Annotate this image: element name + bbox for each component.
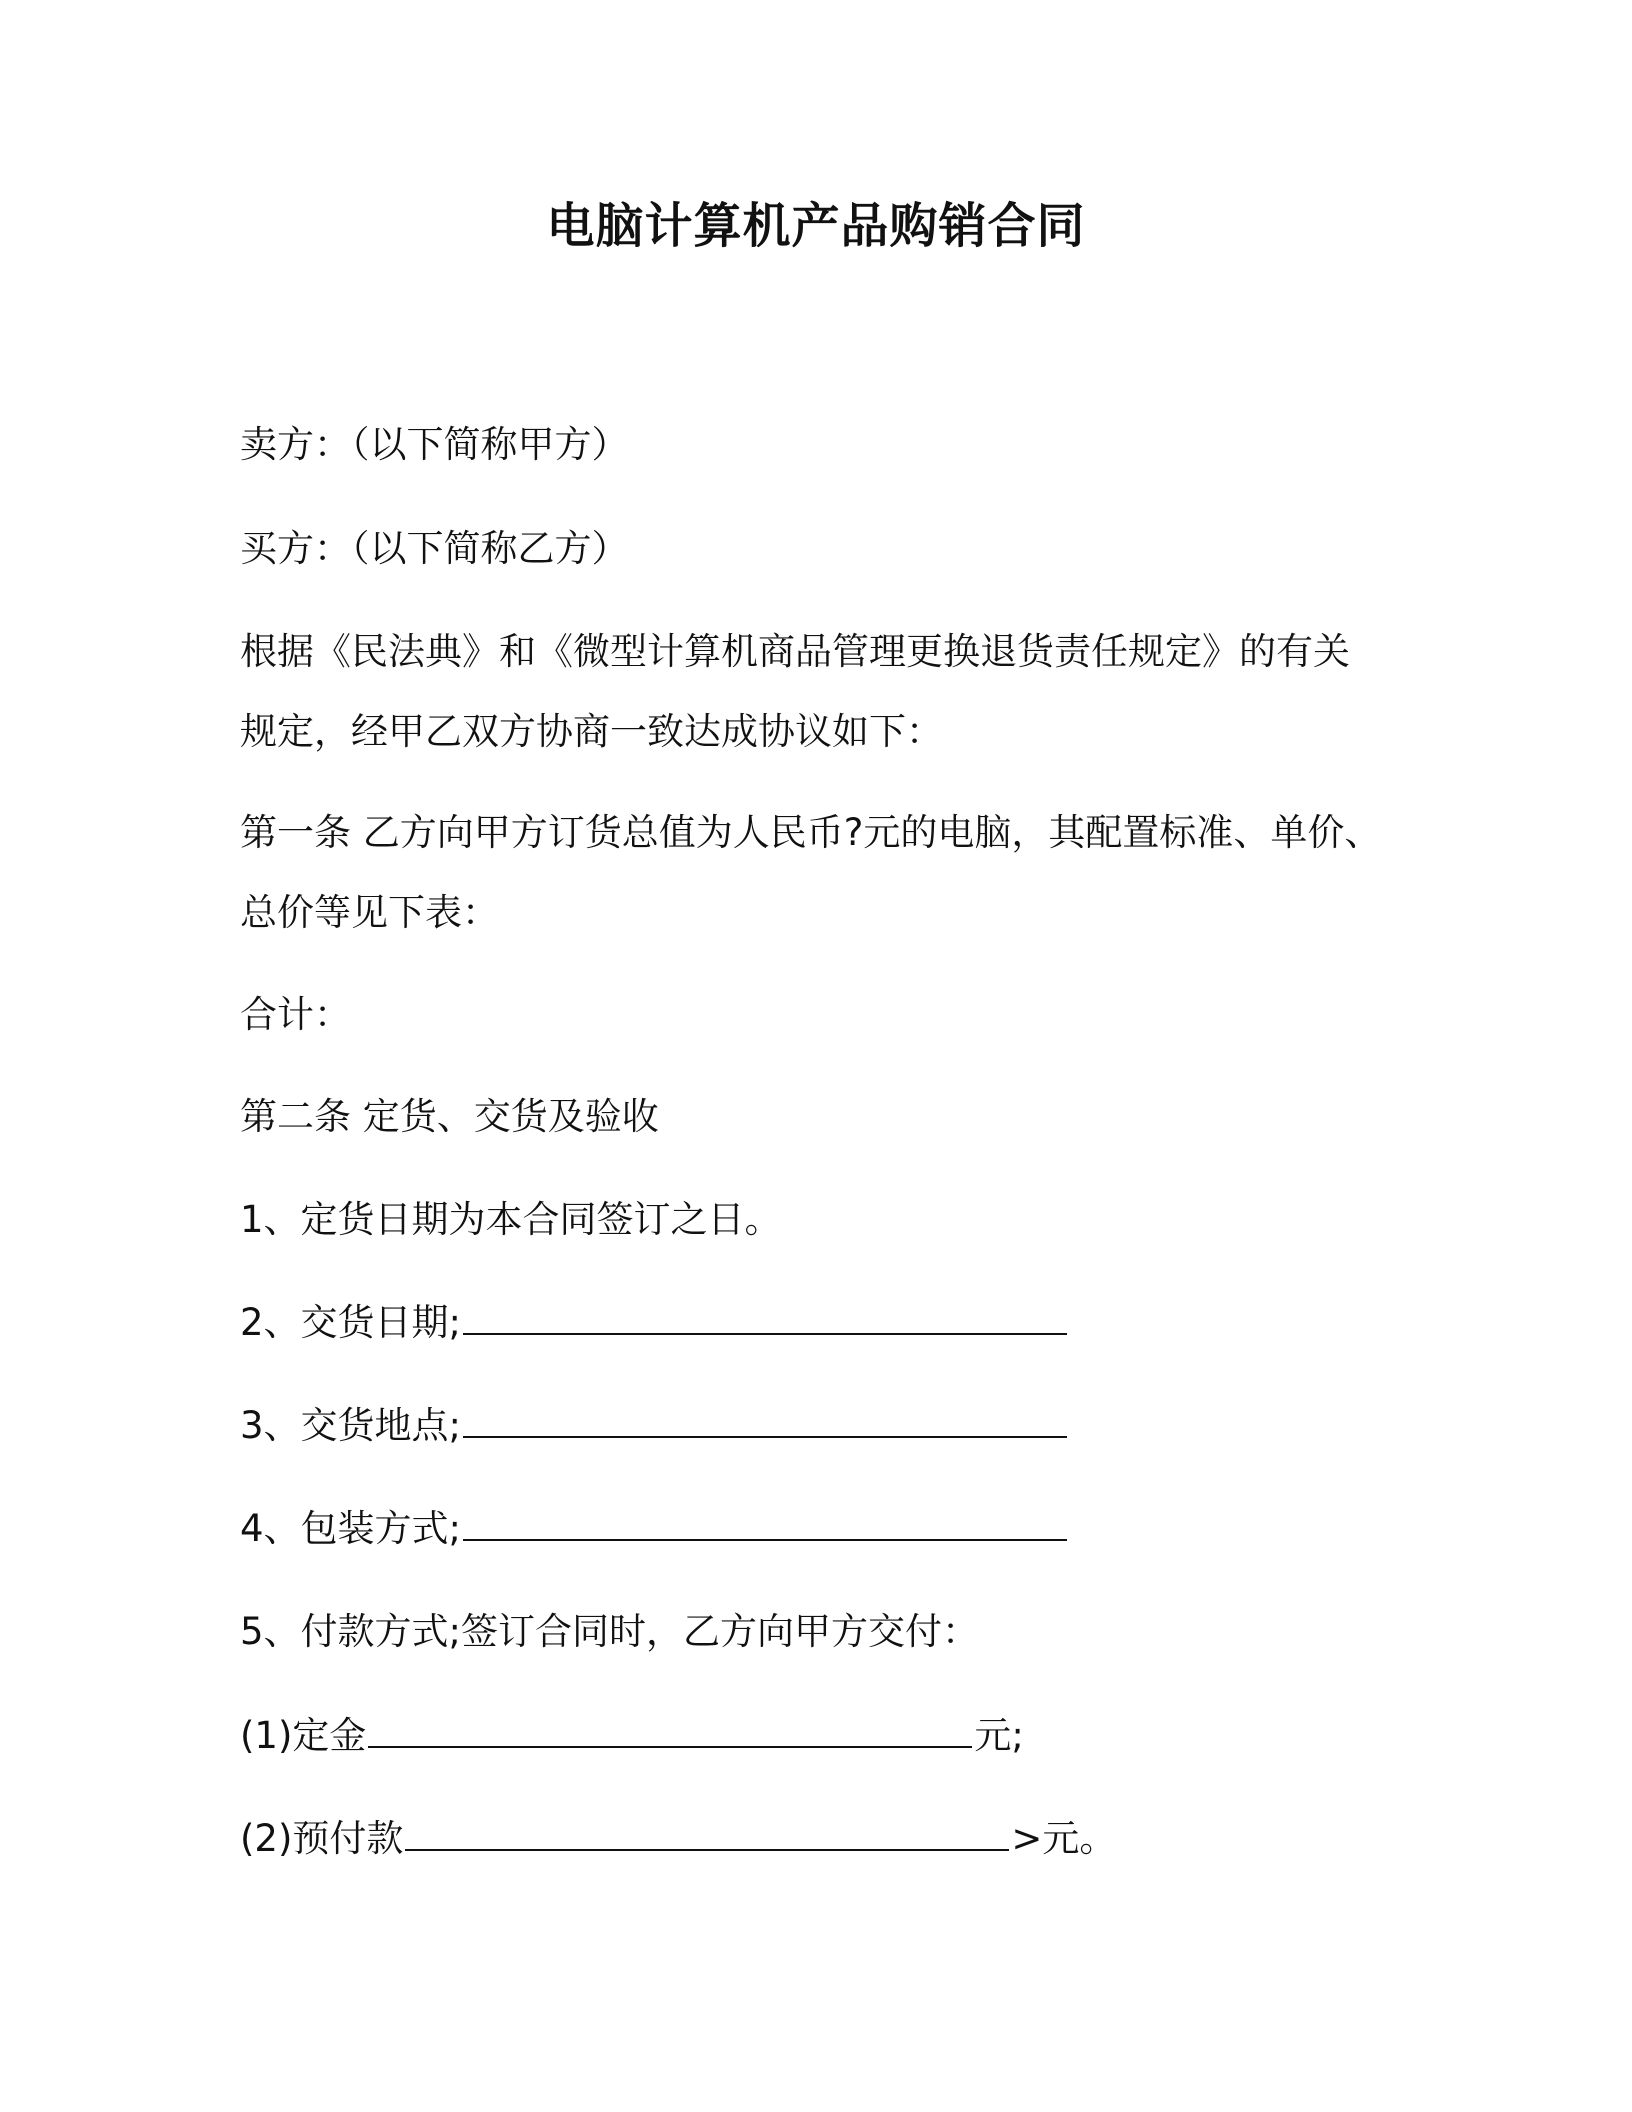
article-2-heading: 第二条 定货、交货及验收 — [240, 1095, 659, 1138]
deposit-label: (1)定金 — [240, 1714, 367, 1757]
page-title: 电脑计算机产品购销合同 — [546, 198, 1086, 254]
deposit-line — [240, 1696, 1390, 1776]
packaging-blank — [463, 1499, 1067, 1541]
clause-4-label: 4、包装方式; — [240, 1507, 462, 1550]
seller-line: 卖方：（以下简称甲方） — [240, 423, 629, 466]
delivery-date-blank — [463, 1293, 1067, 1335]
intro-line-1: 根据《民法典》和《微型计算机商品管理更换退货责任规定》的有关 — [240, 630, 1350, 673]
clause-4 — [240, 1489, 1390, 1569]
buyer-line: 买方：（以下简称乙方） — [240, 527, 629, 570]
prepayment-unit: >元。 — [1011, 1817, 1117, 1860]
deposit-unit: 元; — [974, 1714, 1024, 1757]
clause-2 — [240, 1283, 1390, 1363]
clause-3-label: 3、交货地点; — [240, 1404, 462, 1447]
delivery-place-blank — [463, 1396, 1067, 1438]
article-1-line-2: 总价等见下表： — [240, 891, 499, 934]
clause-3 — [240, 1386, 1390, 1466]
clause-5: 5、付款方式;签订合同时，乙方向甲方交付： — [240, 1610, 980, 1653]
prepayment-blank — [405, 1809, 1009, 1851]
clause-1: 1、定货日期为本合同签订之日。 — [240, 1198, 782, 1241]
total-line: 合计： — [240, 993, 351, 1036]
intro-line-2: 规定，经甲乙双方协商一致达成协议如下： — [240, 710, 943, 753]
clause-2-label: 2、交货日期; — [240, 1301, 462, 1344]
article-1-line-1: 第一条 乙方向甲方订货总值为人民币?元的电脑，其配置标准、单价、 — [240, 811, 1382, 854]
prepayment-label: (2)预付款 — [240, 1817, 404, 1860]
prepayment-line — [240, 1799, 1390, 1879]
deposit-blank — [368, 1706, 972, 1748]
